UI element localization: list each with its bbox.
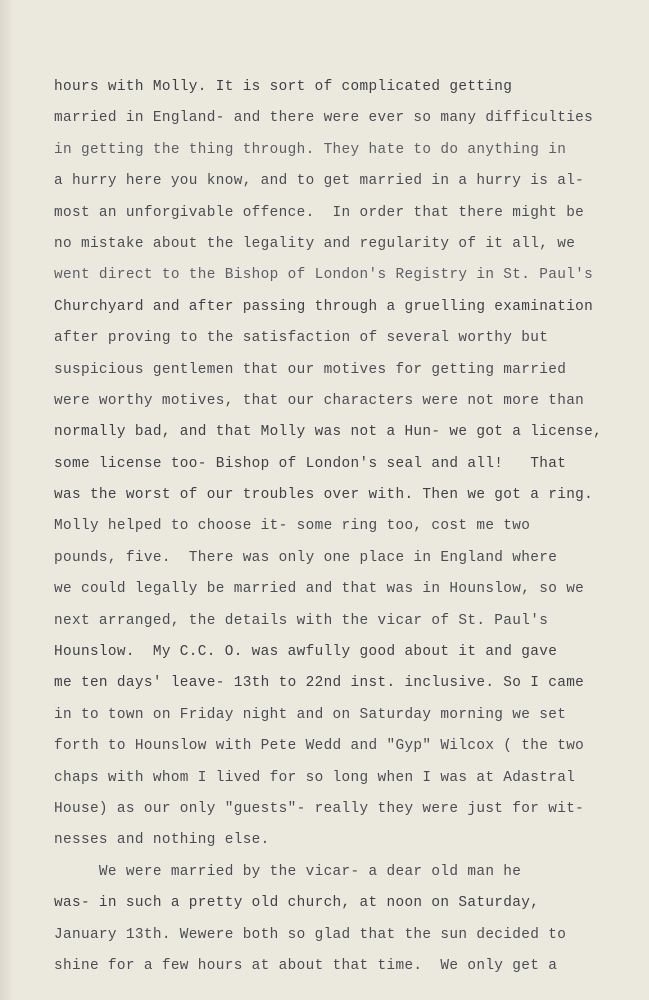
text-line: was the worst of our troubles over with. Then we got a ring.	[54, 487, 594, 504]
text-line: Churchyard and after passing through a gruelling examination	[54, 298, 594, 315]
text-line: hours with Molly. It is sort of complicated getting	[54, 79, 513, 95]
text-line: married in England- and there were ever so many difficulties	[54, 110, 594, 127]
text-line: shine for a few hours at about that time. We only get a	[54, 957, 558, 974]
text-line: next arranged, the details with the vicar of St. Paul's	[54, 612, 549, 629]
text-line: pounds, five. There was only one place in England where	[54, 549, 558, 566]
text-line: January 13th. Wewere both so glad that the sun decided to	[54, 926, 567, 943]
typed-text-body	[54, 72, 634, 982]
text-line: nesses and nothing else.	[54, 832, 270, 849]
text-line: suspicious gentlemen that our motives for getting married	[54, 361, 567, 378]
text-line: me ten days' leave- 13th to 22nd inst. inclusive. So I came	[54, 675, 585, 692]
text-line: Molly helped to choose it- some ring too, cost me two	[54, 518, 531, 535]
text-line: in getting the thing through. They hate to do anything in	[54, 141, 567, 158]
text-line: were worthy motives, that our characters were not more than	[54, 392, 585, 409]
text-line: forth to Hounslow with Pete Wedd and "Gyp" Wilcox ( the two	[54, 738, 585, 755]
text-line: most an unforgivable offence. In order that there might be	[54, 204, 585, 221]
paper-edge	[0, 0, 14, 1000]
text-line: normally bad, and that Molly was not a Hun- we got a license,	[54, 424, 603, 441]
text-line: was- in such a pretty old church, at noon on Saturday,	[54, 895, 540, 912]
text-line: House) as our only "guests"- really they were just for wit-	[54, 800, 585, 817]
text-line: no mistake about the legality and regularity of it all, we	[54, 235, 576, 252]
text-line: chaps with whom I lived for so long when I was at Adastral	[54, 769, 576, 786]
text-line: a hurry here you know, and to get married in a hurry is al-	[54, 173, 585, 190]
text-line: some license too- Bishop of London's seal and all! That	[54, 455, 567, 472]
text-line: in to town on Friday night and on Saturday morning we set	[54, 706, 567, 723]
text-line: after proving to the satisfaction of several worthy but	[54, 330, 549, 347]
text-line: We were married by the vicar- a dear old man he	[54, 863, 522, 880]
text-line: went direct to the Bishop of London's Registry in St. Paul's	[54, 267, 594, 284]
text-line: we could legally be married and that was in Hounslow, so we	[54, 581, 585, 598]
text-line: Hounslow. My C.C. O. was awfully good about it and gave	[54, 644, 558, 661]
